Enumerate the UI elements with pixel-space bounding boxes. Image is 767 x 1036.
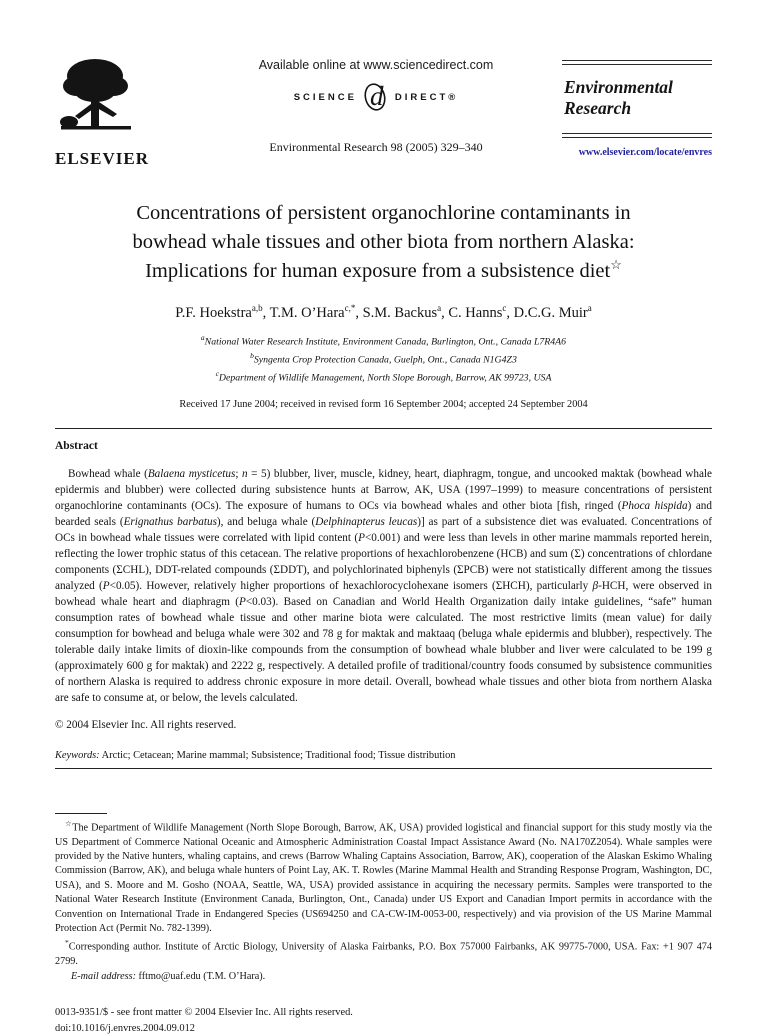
abstract-copyright: © 2004 Elsevier Inc. All rights reserved.	[55, 718, 237, 731]
keywords-line: Keywords: Arctic; Cetacean; Marine mammal; Subsistence; Traditional food; Tissue distribution	[55, 749, 456, 761]
author: , D.C.G. Muir$^a$	[506, 302, 592, 321]
footnote-separator-rule	[55, 813, 107, 814]
journal-name-line2: Research	[564, 98, 632, 118]
footnote-block	[55, 813, 712, 984]
keywords-bottom-rule	[55, 768, 712, 769]
journal-citation: Environmental Research 98 (2005) 329–340	[269, 140, 483, 154]
imprint-block	[55, 1005, 712, 1036]
sciencedirect-logo	[190, 80, 562, 114]
author: , C. Hanns$^c$	[441, 302, 507, 321]
masthead	[55, 56, 712, 169]
affiliation-list	[55, 332, 712, 386]
affiliation: $^b$Syngenta Crop Protection Canada, Guelph, Ont., Canada N1G4Z3	[250, 350, 517, 365]
masthead-bottom-rule	[562, 133, 712, 138]
journal-name	[562, 65, 712, 133]
author: , T.M. O’Hara$^{c,*}$	[262, 302, 356, 321]
article-title	[55, 199, 712, 286]
author-list	[55, 303, 712, 322]
available-online-text: Available online at www.sciencedirect.com	[258, 58, 494, 72]
title-line-3: Implications for human exposure from a subsistence diet	[145, 260, 611, 283]
journal-url-link[interactable]: www.elsevier.com/locate/envres	[578, 147, 712, 158]
elsevier-logo	[55, 56, 190, 169]
star-footnote-marker: ☆	[65, 818, 73, 828]
abstract-text: Bowhead whale (Balaena mysticetus; n = 5) blubber, liver, muscle, kidney, heart, diaphragm, tongue, and uncooked maktak (bowhead whale epidermis and blubber) were collected during subsistence hunts at Barrow, AK, USA (1997–1999) to measure concentrations of persistent organochlorine contaminants (OCs). The exposure of humans to OCs via bowhead whales and other biota [fish, ringed (Phoca hispida) and bearded seals (Erignathus barbatus), and beluga whale (Delphinapterus leucas)] as part of a subsistence diet was evaluated. Concentrations of OCs in bowhead whale tissues were correlated with lipid content (P<0.001) and were less than levels in other marine mammals reported herein, reflecting the lower trophic status of this cetacean. The relative proportions of hexachlorobenzene (HCB) and sum (Σ) concentrations of chlordane components (ΣCHL), DDT-related compounds (ΣDDT), and polychlorinated biphenyls (ΣPCB) were not statistically different among the tissues analyzed (P<0.05). However, relatively higher proportions of hexachlorocyclohexane isomers (ΣHCH), particularly β-HCH, were observed in bowhead whale heart and diaphragm (P<0.03). Based on Canadian and World Health Organization daily intake guidelines, “safe” human consumption rates of bowhead whale tissue and other marine biota were calculated. The most restrictive limits (mean value) for daily consumption for bowhead and beluga whale were 302 and 78 g for maktak and maktaaq (beluga whale epidermis and blubber), respectively. The tolerable daily intake limits of dioxin-like compounds from the consumption of bowhead whale blubber and liver were calculated to be 199 g (approximately 600 g for maktak) and 2222 g, respectively. A detailed profile of traditional/country foods consumed by subsistence communities of northern Alaska is required to address chronic exposure in more detail. Overall, bowhead whale tissues and other biota from northern Alaska are safe to consume at, or below, the levels calculated.	[55, 467, 713, 704]
doi-line: doi:10.1016/j.envres.2004.09.012	[55, 1022, 195, 1034]
elsevier-wordmark: ELSEVIER	[55, 149, 149, 168]
journal-name-line1: Environmental	[564, 77, 673, 97]
received-dates: Received 17 June 2004; received in revised form 16 September 2004; accepted 24 September 2004	[179, 398, 588, 410]
abstract-top-rule	[55, 428, 712, 429]
issn-copyright-line: 0013-9351/$ - see front matter © 2004 Elsevier Inc. All rights reserved.	[55, 1007, 353, 1019]
support-footnote: ☆The Department of Wildlife Management (North Slope Borough, Barrow, AK, USA) provided logistical and financial support for this study mostly via the US Department of Commerce National Oceanic and Atmospheric Administration Coastal Impact Assistance Award (No. NA170Z2054). Whale samples were provided by the Native hunters, whaling captains, and crews (Barrow Whaling Captains Association, Barrow, AK), cooperation of the Alaskan Eskimo Whaling Commission (Barrow, AK), and beluga whale hunters of Point Lay, AK. T. Rowles (Marine Mammal Health and Stranding Response Program, Washington, DC, USA), and S. Moore and M. Gosho (NOAA, Seattle, WA, USA) provided assistance in acquiring the necessary permits. Samples were transported to the National Water Research Institute (Environment Canada, Burlington, Ont., Canada) under US Export and Canadian Import permits in accordance with the Convention on International Trade in Endangered Species (US694250 and CA-CW-IM-0053-00, respectively) and via provision of the US Marine Mammal Protection Act (Permit No. 782-1399).	[55, 818, 712, 934]
author: , S.M. Backus$^a$	[355, 302, 442, 321]
sciencedirect-science-text: SCIENCE	[293, 91, 357, 103]
email-footnote: E-mail address: fftmo@uaf.edu (T.M. O’Hara).	[71, 970, 266, 982]
svg-text:d: d	[369, 81, 384, 111]
journal-masthead-box	[562, 56, 712, 158]
asterisk-footnote-marker: *	[65, 938, 69, 948]
sciencedirect-direct-text: DIRECT®	[394, 91, 459, 103]
affiliation: $^c$Department of Wildlife Management, North Slope Borough, Barrow, AK 99723, USA	[215, 368, 552, 383]
abstract-heading: Abstract	[55, 439, 98, 452]
title-line-1: Concentrations of persistent organochlorine contaminants in	[136, 202, 631, 224]
sciencedirect-d-icon	[358, 80, 394, 114]
affiliation: $^a$National Water Research Institute, Environment Canada, Burlington, Ont., Canada L7R4A6	[200, 332, 567, 347]
title-line-2: bowhead whale tissues and other biota from northern Alaska:	[132, 230, 635, 253]
corresponding-author-footnote: *Corresponding author. Institute of Arctic Biology, University of Alaska Fairbanks, P.O. Box 757000 Fairbanks, AK 99775-7000, USA. Fax: +1 907 474 2799.	[55, 938, 712, 968]
title-footnote-star: ☆	[610, 257, 622, 273]
author: P.F. Hoekstra$^{a,b}$	[175, 302, 263, 321]
masthead-center	[190, 56, 562, 155]
elsevier-tree-icon	[55, 56, 137, 142]
